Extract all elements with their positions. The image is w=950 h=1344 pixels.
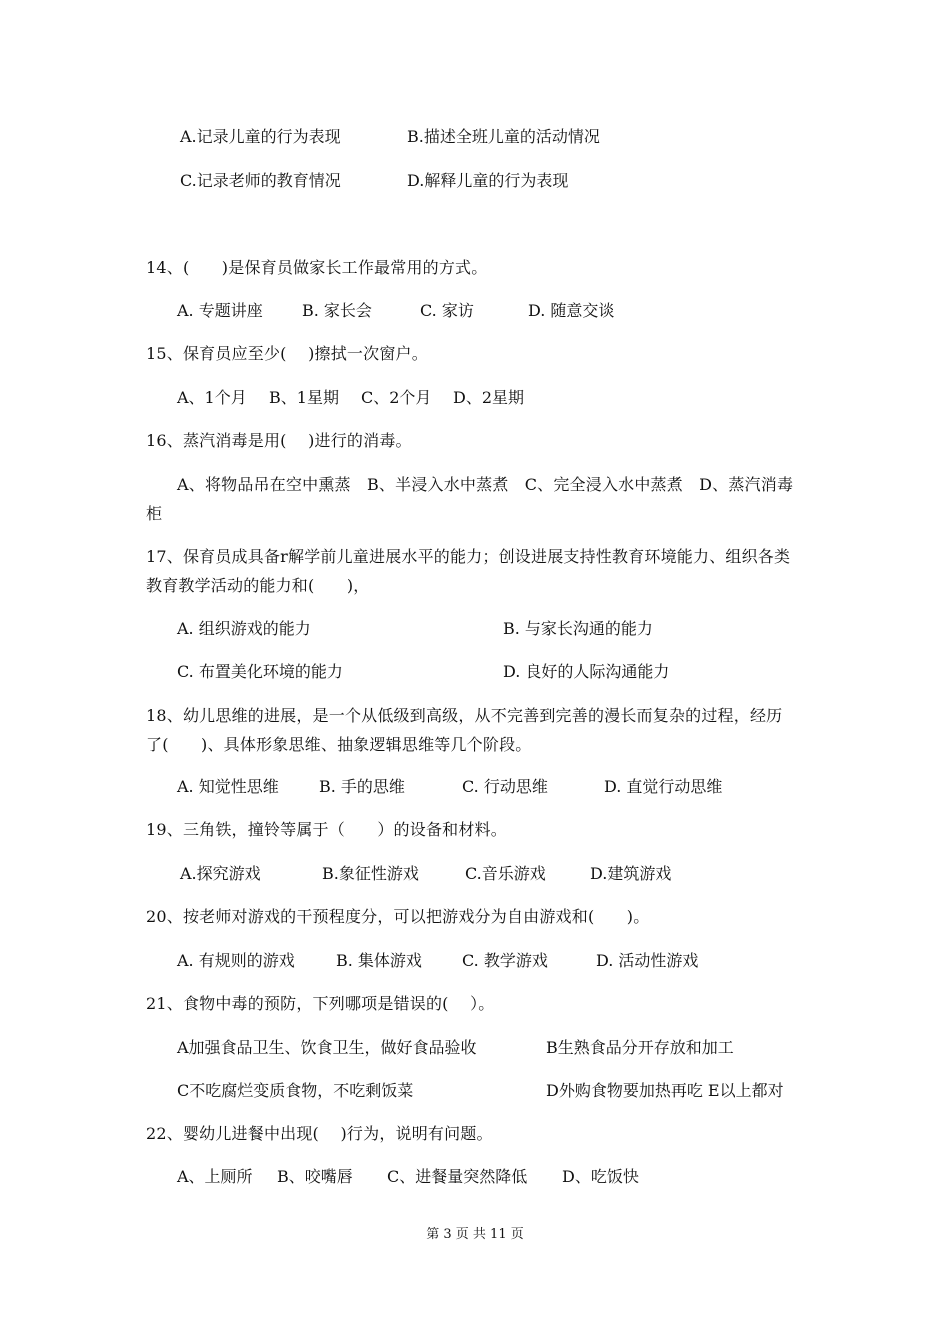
q20-stem: 20、按老师对游戏的干预程度分，可以把游戏分为自由游戏和( )。 — [146, 907, 650, 926]
q17-option-c: C. 布置美化环境的能力 — [177, 662, 343, 681]
q22-option-c: C、进餐量突然降低 — [387, 1167, 528, 1186]
q13-option-a: A.记录儿童的行为表现 — [180, 127, 341, 146]
q13-option-c: C.记录老师的教育情况 — [180, 171, 341, 190]
q13-option-b: B.描述全班儿童的活动情况 — [407, 127, 600, 146]
q15-option-b: B、1星期 — [269, 388, 339, 407]
q14-option-d: D. 随意交谈 — [528, 301, 615, 320]
q20-option-a: A. 有规则的游戏 — [177, 951, 295, 970]
q18-option-d: D. 直觉行动思维 — [604, 777, 723, 796]
q15-option-c: C、2个月 — [361, 388, 432, 407]
q21-option-d: D外购食物要加热再吃 E以上都对 — [546, 1081, 784, 1100]
q22-stem: 22、婴幼儿进餐中出现( )行为，说明有问题。 — [146, 1124, 493, 1143]
q18-stem-wrap: 了( )、具体形象思维、抽象逻辑思维等几个阶段。 — [146, 735, 532, 754]
q19-option-d: D.建筑游戏 — [590, 864, 672, 883]
q21-option-a: A加强食品卫生、饮食卫生，做好食品验收 — [177, 1038, 477, 1057]
q17-option-b: B. 与家长沟通的能力 — [503, 619, 653, 638]
q15-option-d: D、2星期 — [453, 388, 525, 407]
q18-option-c: C. 行动思维 — [462, 777, 548, 796]
q17-stem-wrap: 教育教学活动的能力和( )， — [146, 576, 370, 595]
q21-option-b: B生熟食品分开存放和加工 — [546, 1038, 734, 1057]
q14-option-a: A. 专题讲座 — [177, 301, 263, 320]
q21-stem: 21、食物中毒的预防，下列哪项是错误的( ）。 — [146, 994, 495, 1013]
q17-option-a: A. 组织游戏的能力 — [177, 619, 311, 638]
q19-option-c: C.音乐游戏 — [465, 864, 546, 883]
q18-option-a: A. 知觉性思维 — [177, 777, 279, 796]
q21-option-c: C不吃腐烂变质食物，不吃剩饭菜 — [177, 1081, 414, 1100]
q15-option-a: A、1个月 — [177, 388, 247, 407]
q14-option-b: B. 家长会 — [302, 301, 372, 320]
q17-stem: 17、保育员成具备r解学前儿童进展水平的能力；创设进展支持性教育环境能力、组织各类 — [146, 547, 791, 566]
q18-stem: 18、幼儿思维的进展，是一个从低级到高级，从不完善到完善的漫长而复杂的过程，经历 — [146, 706, 783, 725]
q14-option-c: C. 家访 — [420, 301, 474, 320]
q19-stem: 19、三角铁，撞铃等属于（ ）的设备和材料。 — [146, 820, 507, 839]
q14-stem: 14、( )是保育员做家长工作最常用的方式。 — [146, 258, 488, 277]
q20-option-c: C. 教学游戏 — [462, 951, 548, 970]
q15-stem: 15、保育员应至少( )擦拭一次窗户。 — [146, 344, 428, 363]
q22-option-a: A、上厕所 — [177, 1167, 253, 1186]
q13-option-d: D.解释儿童的行为表现 — [407, 171, 569, 190]
q20-option-d: D. 活动性游戏 — [596, 951, 699, 970]
q22-option-b: B、咬嘴唇 — [277, 1167, 353, 1186]
q16-stem: 16、蒸汽消毒是用( )进行的消毒。 — [146, 431, 412, 450]
q20-option-b: B. 集体游戏 — [336, 951, 422, 970]
q17-option-d: D. 良好的人际沟通能力 — [503, 662, 670, 681]
q19-option-a: A.探究游戏 — [180, 864, 261, 883]
page-number-footer: 第 3 页 共 11 页 — [426, 1227, 524, 1242]
q22-option-d: D、吃饭快 — [562, 1167, 639, 1186]
q16-options: A、将物品吊在空中熏蒸 B、半浸入水中蒸煮 C、完全浸入水中蒸煮 D、蒸汽消毒 — [177, 475, 794, 494]
q19-option-b: B.象征性游戏 — [322, 864, 419, 883]
q18-option-b: B. 手的思维 — [319, 777, 405, 796]
q16-options-wrap: 柜 — [146, 504, 163, 523]
